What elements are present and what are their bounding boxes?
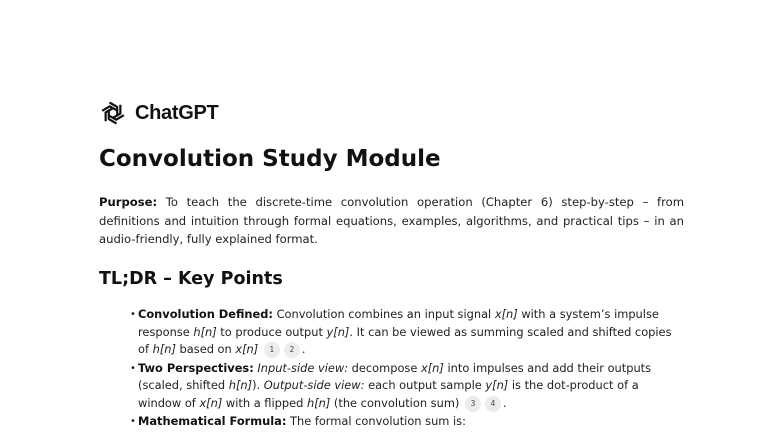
point-text: ). bbox=[252, 378, 264, 393]
point-text: into impulses and add their outputs (scaled, shifted bbox=[138, 360, 652, 393]
point-text: based on bbox=[175, 342, 236, 357]
math-var: x[n] bbox=[494, 307, 518, 321]
citation-badge[interactable]: 4 bbox=[485, 396, 501, 412]
citation-badge[interactable]: 2 bbox=[284, 342, 300, 358]
point-subtitle: Output-side view: bbox=[263, 378, 365, 393]
point-text: . bbox=[502, 396, 507, 411]
point-text: . It can be viewed as summing scaled and shifted copies of bbox=[138, 324, 672, 357]
citation-badge[interactable]: 3 bbox=[465, 396, 481, 412]
point-text: . bbox=[301, 342, 306, 357]
citation-badge[interactable]: 1 bbox=[264, 342, 280, 358]
point-label: Mathematical Formula: bbox=[138, 414, 287, 429]
key-points-list bbox=[138, 306, 684, 431]
point-text: with a flipped bbox=[222, 396, 307, 411]
point-text: each output sample bbox=[364, 378, 486, 393]
point-text: with a system’s impulse response bbox=[138, 307, 659, 339]
point-subtitle: Input-side view: bbox=[257, 360, 349, 375]
tldr-heading: TL;DR – Key Points bbox=[99, 269, 283, 289]
point-text: The formal convolution sum is: bbox=[286, 414, 466, 429]
point-text: (the convolution sum) bbox=[330, 396, 460, 411]
openai-logo-icon bbox=[99, 99, 127, 127]
point-text: is the dot-product of a window of bbox=[138, 378, 639, 411]
key-point-two-perspectives bbox=[138, 360, 684, 413]
point-label: Convolution Defined: bbox=[138, 307, 273, 321]
page-title: Convolution Study Module bbox=[99, 146, 441, 172]
purpose-paragraph bbox=[99, 193, 684, 249]
key-point-convolution-defined bbox=[138, 306, 684, 359]
brand-name: ChatGPT bbox=[135, 101, 219, 124]
math-var: h[n] bbox=[152, 342, 176, 357]
point-text: Convolution combines an input signal bbox=[272, 307, 495, 321]
purpose-label: Purpose: bbox=[99, 195, 158, 209]
point-label: Two Perspectives: bbox=[138, 360, 254, 375]
point-text: decompose bbox=[348, 360, 421, 375]
math-var: x[n] bbox=[235, 342, 259, 357]
math-var: h[n] bbox=[228, 378, 253, 393]
chatgpt-brand bbox=[99, 99, 218, 127]
math-var: y[n] bbox=[326, 324, 350, 339]
point-text: to produce output bbox=[216, 324, 327, 339]
key-point-mathematical-formula bbox=[138, 413, 684, 431]
math-var: h[n] bbox=[306, 396, 331, 411]
math-var: x[n] bbox=[421, 360, 444, 375]
math-var: y[n] bbox=[485, 378, 509, 393]
math-var: x[n] bbox=[199, 396, 223, 411]
math-var: h[n] bbox=[193, 324, 217, 339]
purpose-text: To teach the discrete-time convolution operation (Chapter 6) step-by-step – from definitions and intuition through formal equations, examples, algorithms, and practical tips – in an audio-friendly, fully explained format. bbox=[99, 195, 684, 246]
